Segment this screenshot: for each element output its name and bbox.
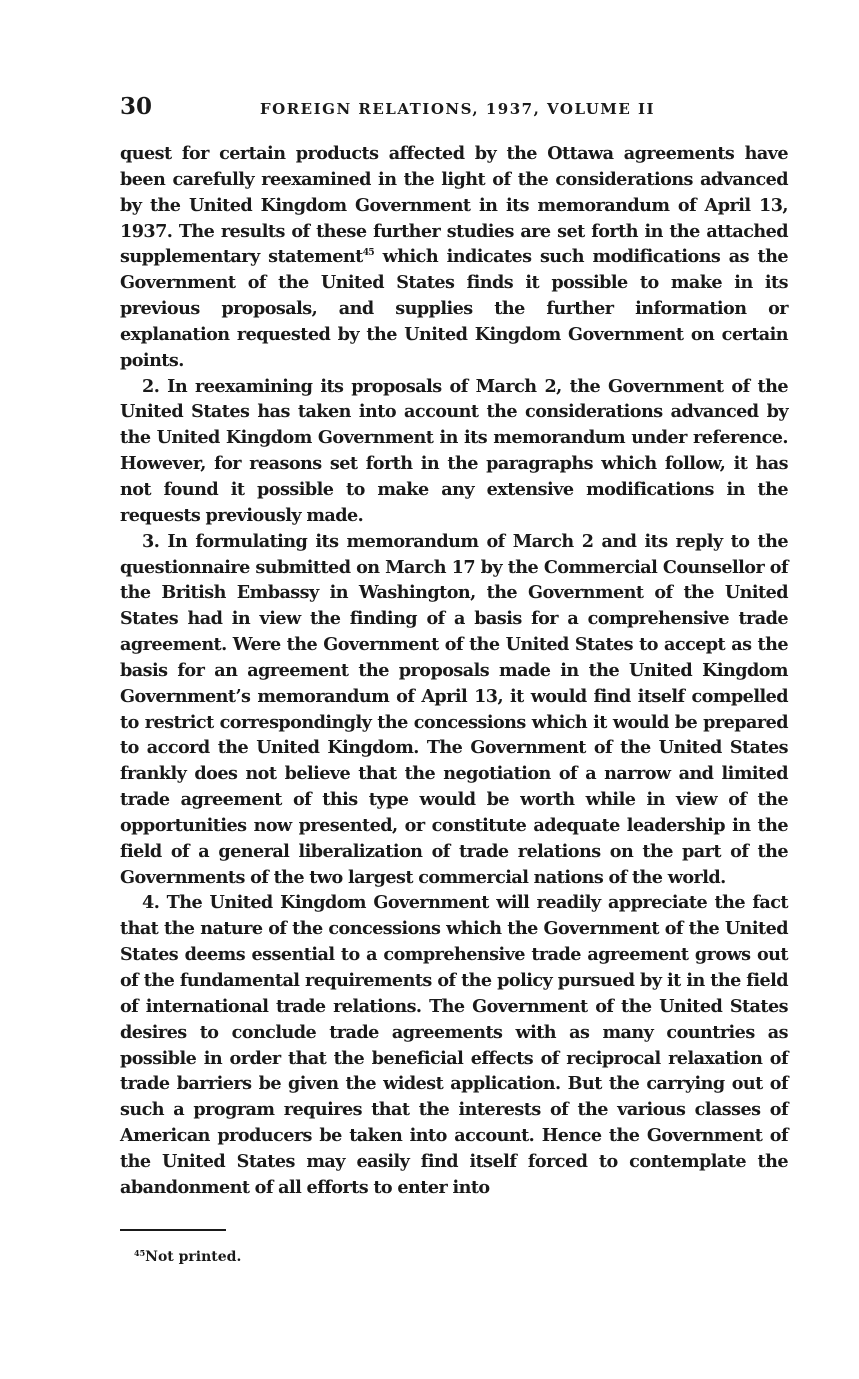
running-head: FOREIGN RELATIONS, 1937, VOLUME II (260, 100, 656, 118)
body-text (120, 141, 788, 1201)
paragraph-1-text-before: quest for certain products affected by the Ottawa agreements have been carefully reexamined in the light of the considerations advanced by the United Kingdom Government in its memorandum of April 13, 1937. The results of these further studies are set forth in the attached supplementary statement (120, 143, 788, 268)
paragraph-2: 2. In reexamining its proposals of March 2, the Government of the United States has taken into account the considerations advanced by the United Kingdom Government in its memorandum under reference. However, for reasons set forth in the paragraphs which follow, it has not found it possible to make any extensive modifications in the requests previously made. (120, 375, 788, 526)
footnote (134, 1247, 241, 1267)
footnote-reference: 45 (362, 248, 375, 259)
footnote-marker: 45 (134, 1248, 146, 1258)
page-number: 30 (120, 93, 153, 120)
paragraph-3: 3. In formulating its memorandum of March 2 and its reply to the questionnaire submitted on March 17 by the Commercial Counsellor of the British Embassy in Washington, the Government of the United States had in view the finding of a basis for a comprehensive trade agreement. Were the Government of the United States to accept as the basis for an agreement the proposals made in the United Kingdom Government’s memorandum of April 13, it would find itself compelled to restrict correspondingly the concessions which it would be prepared to accord the United Kingdom. The Government of the United States frankly does not believe that the negotiation of a narrow and limited trade agreement of this type would be worth while in view of the opportunities now presented, or constitute adequate leadership in the field of a general liberalization of trade relations on the part of the Governments of the two largest commercial nations of the world. (120, 530, 788, 888)
paragraph-1-text-after: which indicates such modifications as the Government of the United States finds it possible to make in its previous proposals, and supplies the further information or explanation requested by the United Kingdom Government on certain points. (120, 246, 788, 371)
footnote-text: Not printed. (145, 1249, 242, 1265)
paragraph-1 (120, 141, 788, 374)
paragraph-4: 4. The United Kingdom Government will readily appreciate the fact that the nature of the concessions which the Government of the United States deems essential to a comprehensive trade agreement grows out of the fundamental requirements of the policy pursued by it in the field of international trade relations. The Government of the United States desires to conclude trade agreements with as many countries as possible in order that the beneficial effects of reciprocal relaxation of trade barriers be given the widest application. But the carrying out of such a program requires that the interests of the various classes of American producers be taken into account. Hence the Government of the United States may easily find itself forced to contemplate the abandonment of all efforts to enter into (120, 892, 788, 1198)
footnote-divider (120, 1229, 226, 1231)
